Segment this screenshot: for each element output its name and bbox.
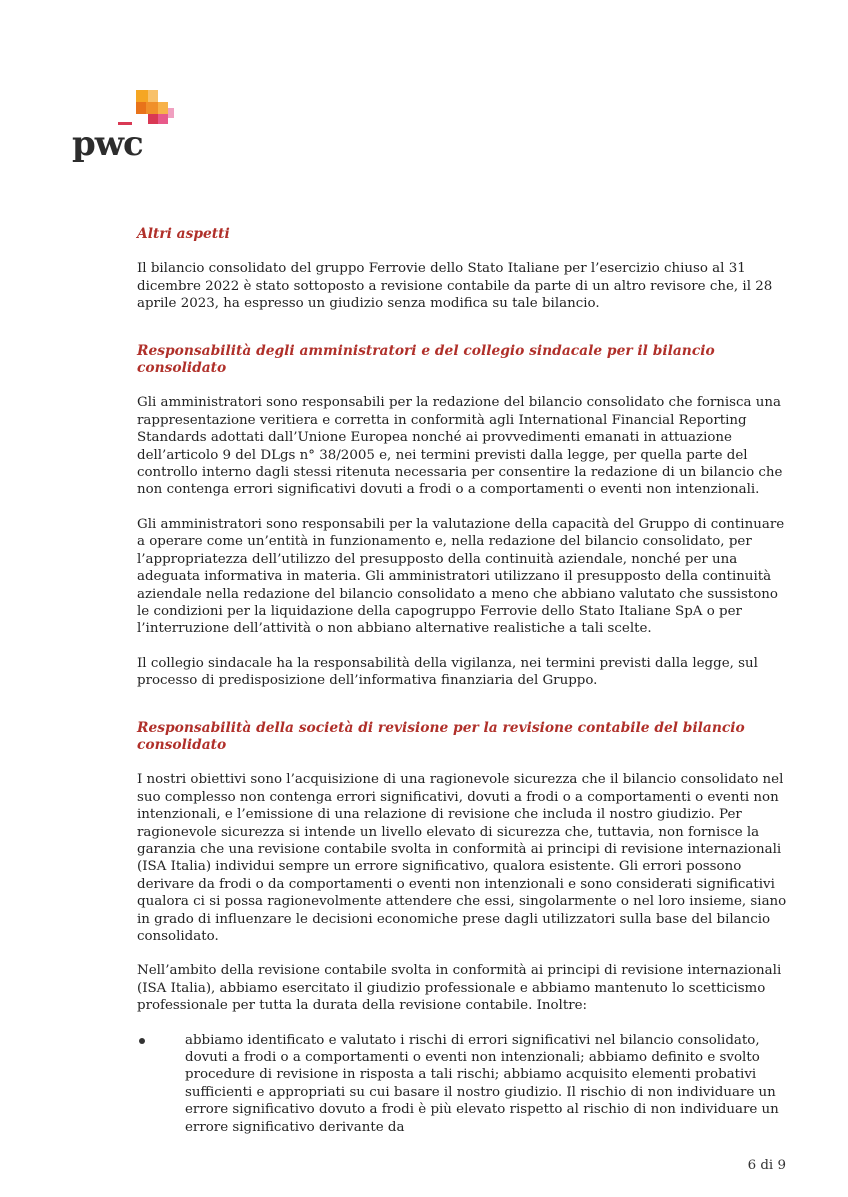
bullet-item	[137, 1032, 792, 1136]
document-body	[137, 226, 792, 1136]
heading-altri-aspetti: Altri aspetti	[137, 226, 230, 242]
page-number: 6 di 9	[747, 1158, 786, 1173]
pwc-logo	[72, 88, 182, 168]
paragraph-amministratori-1: Gli amministratori sono responsabili per la redazione del bilancio consolidato che fornisca una rappresentazione veritiera e corretta in conformità agli International Financial Reporting Standards adottati dall’Unione Europea nonché ai provvedimenti emanati in attuazione dell’articolo 9 del DLgs n° 38/2005 e, nei termini previsti dalla legge, per quella parte del controllo interno dagli stessi ritenuta necessaria per consentire la redazione di un bilancio che non contenga errori significativi dovuti a frodi o a comportamenti o eventi non intenzionali.	[137, 395, 783, 498]
paragraph-collegio-sindacale: Il collegio sindacale ha la responsabilità della vigilanza, nei termini previsti dalla legge, sul processo di predisposizione dell’informativa finanziaria del Gruppo.	[137, 655, 758, 689]
heading-responsabilita-revisione: Responsabilità della società di revisione per la revisione contabile del bilancio consolidato	[137, 719, 745, 753]
bullet-icon	[139, 1038, 145, 1044]
bullet-text: abbiamo identificato e valutato i rischi di errori significativi nel bilancio consolidato, dovuti a frodi o a comportamenti o eventi non intenzionali; abbiamo definito e svolto procedure di revisione in risposta a tali rischi; abbiamo acquisito elementi probativi sufficienti e appropriati su cui basare il nostro giudizio. Il rischio di non individuare un errore significativo dovuto a frodi è più elevato rispetto al rischio di non individuare un errore significativo derivante da	[185, 1032, 779, 1135]
paragraph-altri-aspetti: Il bilancio consolidato del gruppo Ferrovie dello Stato Italiane per l’esercizio chiuso al 31 dicembre 2022 è stato sottoposto a revisione contabile da parte di un altro revisore che, il 28 aprile 2023, ha espresso un giudizio senza modifica su tale bilancio.	[137, 261, 773, 312]
heading-responsabilita-amministratori: Responsabilità degli amministratori e del collegio sindacale per il bilancio consolidato	[137, 342, 715, 377]
paragraph-revisione-2: Nell’ambito della revisione contabile svolta in conformità ai principi di revisione internazionali (ISA Italia), abbiamo esercitato il giudizio professionale e abbiamo mantenuto lo scetticismo professionale per tutta la durata della revisione contabile. Inoltre:	[137, 963, 782, 1014]
paragraph-revisione-1: I nostri obiettivi sono l’acquisizione di una ragionevole sicurezza che il bilancio consolidato nel suo complesso non contenga errori significativi, dovuti a frodi o a comportamenti o eventi non intenzionali, e l’emissione di una relazione di revisione che includa il nostro giudizio. Per ragionevole sicurezza si intende un livello elevato di sicurezza che, tuttavia, non fornisce la garanzia che una revisione contabile svolta in conformità ai principi di revisione internazionali (ISA Italia) individui sempre un errore significativo, qualora esistente. Gli errori possono derivare da frodi o da comportamenti o eventi non intenzionali e sono considerati significativi qualora ci si possa ragionevolmente attendere che essi, singolarmente o nel loro insieme, siano in grado di influenzare le decisioni economiche prese dagli utilizzatori sulla base del bilancio consolidato.	[137, 772, 787, 944]
pwc-logo-blocks	[72, 88, 182, 128]
pwc-logo-word: pwc	[72, 124, 143, 164]
paragraph-amministratori-2: Gli amministratori sono responsabili per la valutazione della capacità del Gruppo di continuare a operare come un’entità in funzionamento e, nella redazione del bilancio consolidato, per l’appropriatezza dell’utilizzo del presupposto della continuità aziendale, nonché per una adeguata informativa in materia. Gli amministratori utilizzano il presupposto della continuità aziendale nella redazione del bilancio consolidato a meno che abbiano valutato che sussistono le condizioni per la liquidazione della capogruppo Ferrovie dello Stato Italiane SpA o per l’interruzione dell’attività o non abbiano alternative realistiche a tali scelte.	[137, 516, 785, 637]
